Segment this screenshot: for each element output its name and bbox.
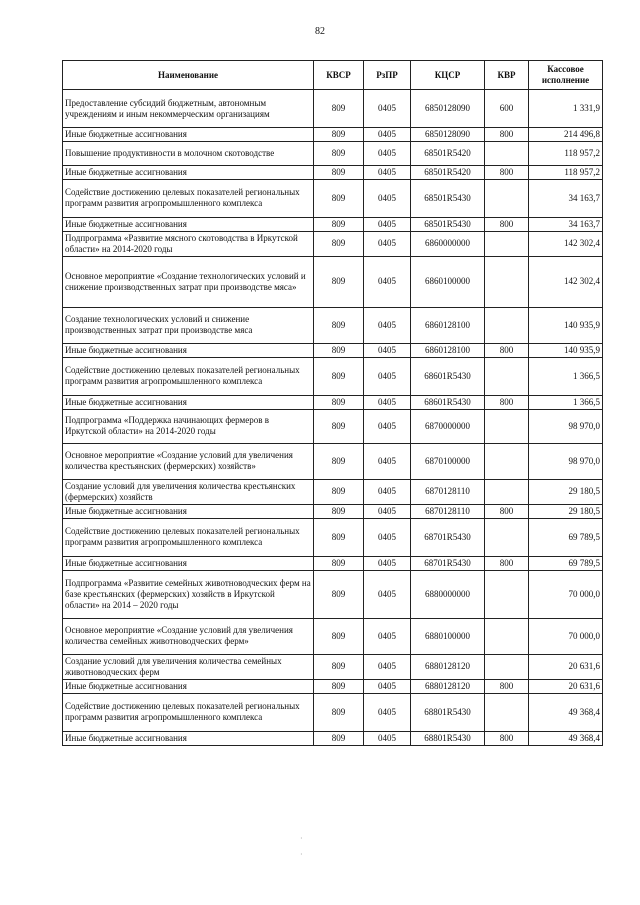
row-name: Иные бюджетные ассигнования [63,165,314,179]
table-row [63,504,603,518]
row-amount: 214 496,8 [529,128,603,142]
row-rzpr: 0405 [364,618,411,654]
row-kvsr: 809 [314,479,364,504]
row-kvr [485,618,529,654]
row-kcsr: 6860000000 [411,231,485,256]
row-kcsr: 6860100000 [411,256,485,307]
row-amount: 98 970,0 [529,409,603,443]
row-kvsr: 809 [314,679,364,693]
row-rzpr: 0405 [364,231,411,256]
row-amount: 49 368,4 [529,731,603,745]
row-amount: 20 631,6 [529,654,603,679]
row-kcsr: 6870128110 [411,504,485,518]
row-amount: 1 366,5 [529,395,603,409]
row-kcsr: 6880128120 [411,679,485,693]
row-name: Содействие достижению целевых показателей региональных программ развития агропромышленного комплекса [63,357,314,395]
row-kvsr: 809 [314,307,364,343]
row-kcsr: 68801R5430 [411,693,485,731]
row-rzpr: 0405 [364,518,411,556]
scan-speck: · [300,834,303,843]
header-kvsr: КВСР [314,61,364,90]
table-row [63,654,603,679]
row-name: Иные бюджетные ассигнования [63,128,314,142]
row-rzpr: 0405 [364,693,411,731]
table-row [63,693,603,731]
row-name: Иные бюджетные ассигнования [63,556,314,570]
row-rzpr: 0405 [364,556,411,570]
row-kvr [485,141,529,165]
row-kvr [485,256,529,307]
row-kvr [485,443,529,479]
row-name: Предоставление субсидий бюджетным, автономным учреждениям и иным некоммерческим организациям [63,90,314,128]
row-kcsr: 68801R5430 [411,731,485,745]
row-kcsr: 68501R5430 [411,217,485,231]
row-name: Иные бюджетные ассигнования [63,731,314,745]
row-name: Содействие достижению целевых показателей региональных программ развития агропромышленного комплекса [63,518,314,556]
row-kvr: 600 [485,90,529,128]
row-rzpr: 0405 [364,90,411,128]
row-kcsr: 6860128100 [411,307,485,343]
row-name: Иные бюджетные ассигнования [63,395,314,409]
table-row [63,409,603,443]
row-kvsr: 809 [314,256,364,307]
row-kvr [485,307,529,343]
table-row [63,128,603,142]
row-rzpr: 0405 [364,141,411,165]
table-row [63,141,603,165]
table-row [63,256,603,307]
row-kvsr: 809 [314,654,364,679]
row-kcsr: 68701R5430 [411,556,485,570]
row-name: Подпрограмма «Развитие семейных животноводческих ферм на базе крестьянских (фермерских) хозяйств в Иркутской области» на 2014 – 2020 годы [63,570,314,618]
row-kcsr: 68601R5430 [411,357,485,395]
row-rzpr: 0405 [364,179,411,217]
row-kvsr: 809 [314,141,364,165]
table-row [63,357,603,395]
row-name: Иные бюджетные ассигнования [63,217,314,231]
row-kvr [485,693,529,731]
row-rzpr: 0405 [364,256,411,307]
table-row [63,679,603,693]
row-rzpr: 0405 [364,504,411,518]
row-amount: 140 935,9 [529,343,603,357]
row-kvsr: 809 [314,179,364,217]
row-kcsr: 6870128110 [411,479,485,504]
table-row [63,231,603,256]
table-header-row [63,61,603,90]
row-kvr: 800 [485,679,529,693]
row-amount: 118 957,2 [529,141,603,165]
row-kcsr: 68501R5420 [411,141,485,165]
row-amount: 70 000,0 [529,618,603,654]
row-kvsr: 809 [314,165,364,179]
row-kvsr: 809 [314,128,364,142]
row-kvr [485,518,529,556]
row-amount: 98 970,0 [529,443,603,479]
row-name: Подпрограмма «Развитие мясного скотоводства в Иркутской области» на 2014-2020 годы [63,231,314,256]
row-kcsr: 6880100000 [411,618,485,654]
row-name: Основное мероприятие «Создание технологических условий и снижение производственных затрат при производстве мяса» [63,256,314,307]
row-kcsr: 6860128100 [411,343,485,357]
row-kvsr: 809 [314,570,364,618]
row-kvsr: 809 [314,443,364,479]
row-rzpr: 0405 [364,479,411,504]
row-amount: 20 631,6 [529,679,603,693]
row-amount: 142 302,4 [529,256,603,307]
header-rzpr: РзПР [364,61,411,90]
row-rzpr: 0405 [364,654,411,679]
row-kvsr: 809 [314,693,364,731]
table-row [63,731,603,745]
row-amount: 29 180,5 [529,504,603,518]
row-kvr: 800 [485,395,529,409]
page-number: 82 [315,26,325,37]
row-amount: 29 180,5 [529,479,603,504]
row-kcsr: 68701R5430 [411,518,485,556]
row-amount: 34 163,7 [529,179,603,217]
row-kcsr: 6880000000 [411,570,485,618]
row-kcsr: 68601R5430 [411,395,485,409]
row-amount: 69 789,5 [529,518,603,556]
row-kcsr: 68501R5420 [411,165,485,179]
row-amount: 69 789,5 [529,556,603,570]
row-kvsr: 809 [314,556,364,570]
row-kvsr: 809 [314,343,364,357]
row-name: Основное мероприятие «Создание условий для увеличения количества крестьянских (фермерских) хозяйств» [63,443,314,479]
row-kvr [485,570,529,618]
header-name: Наименование [63,61,314,90]
table-row [63,479,603,504]
row-kvr: 800 [485,504,529,518]
row-kvsr: 809 [314,231,364,256]
row-rzpr: 0405 [364,217,411,231]
row-kvr: 800 [485,731,529,745]
row-kvsr: 809 [314,409,364,443]
row-name: Содействие достижению целевых показателей региональных программ развития агропромышленного комплекса [63,179,314,217]
row-kvsr: 809 [314,518,364,556]
row-rzpr: 0405 [364,570,411,618]
row-rzpr: 0405 [364,343,411,357]
row-kvsr: 809 [314,731,364,745]
row-name: Иные бюджетные ассигнования [63,504,314,518]
row-amount: 34 163,7 [529,217,603,231]
table-row [63,443,603,479]
table-row [63,570,603,618]
table-row [63,395,603,409]
row-rzpr: 0405 [364,395,411,409]
row-name: Создание условий для увеличения количества семейных животноводческих ферм [63,654,314,679]
row-kcsr: 6850128090 [411,128,485,142]
row-amount: 1 366,5 [529,357,603,395]
row-rzpr: 0405 [364,443,411,479]
row-name: Создание условий для увеличения количества крестьянских (фермерских) хозяйств [63,479,314,504]
row-kvr: 800 [485,217,529,231]
table-row [63,307,603,343]
row-rzpr: 0405 [364,165,411,179]
row-kvsr: 809 [314,357,364,395]
row-kcsr: 6880128120 [411,654,485,679]
row-kvr [485,479,529,504]
table-row [63,518,603,556]
header-kcsr: КЦСР [411,61,485,90]
table-row [63,556,603,570]
row-name: Содействие достижению целевых показателей региональных программ развития агропромышленного комплекса [63,693,314,731]
row-name: Подпрограмма «Поддержка начинающих фермеров в Иркутской области» на 2014-2020 годы [63,409,314,443]
row-kvr [485,231,529,256]
row-kcsr: 6870000000 [411,409,485,443]
row-rzpr: 0405 [364,679,411,693]
row-kvsr: 809 [314,217,364,231]
row-kvr: 800 [485,343,529,357]
row-rzpr: 0405 [364,409,411,443]
row-kvr: 800 [485,556,529,570]
table-row [63,165,603,179]
row-kvr [485,654,529,679]
table-row [63,217,603,231]
table-row [63,90,603,128]
row-amount: 140 935,9 [529,307,603,343]
row-rzpr: 0405 [364,307,411,343]
row-name: Основное мероприятие «Создание условий для увеличения количества семейных животноводческих ферм» [63,618,314,654]
row-name: Иные бюджетные ассигнования [63,343,314,357]
row-rzpr: 0405 [364,357,411,395]
row-name: Повышение продуктивности в молочном скотоводстве [63,141,314,165]
row-kvsr: 809 [314,90,364,128]
row-kvsr: 809 [314,504,364,518]
row-amount: 142 302,4 [529,231,603,256]
table-row [63,618,603,654]
row-kvr: 800 [485,165,529,179]
row-rzpr: 0405 [364,731,411,745]
header-amount: Кассовое исполнение [529,61,603,90]
row-amount: 49 368,4 [529,693,603,731]
budget-table [62,60,603,746]
row-kvsr: 809 [314,395,364,409]
row-kvr [485,179,529,217]
row-amount: 70 000,0 [529,570,603,618]
header-kvr: КВР [485,61,529,90]
row-name: Создание технологических условий и снижение производственных затрат при производстве мяса [63,307,314,343]
row-amount: 118 957,2 [529,165,603,179]
row-kcsr: 6870100000 [411,443,485,479]
table-row [63,179,603,217]
row-kvr: 800 [485,128,529,142]
row-kvsr: 809 [314,618,364,654]
row-name: Иные бюджетные ассигнования [63,679,314,693]
row-kcsr: 6850128090 [411,90,485,128]
row-amount: 1 331,9 [529,90,603,128]
row-kvr [485,357,529,395]
row-kvr [485,409,529,443]
row-kcsr: 68501R5430 [411,179,485,217]
scan-speck: · [300,850,303,859]
table-row [63,343,603,357]
row-rzpr: 0405 [364,128,411,142]
